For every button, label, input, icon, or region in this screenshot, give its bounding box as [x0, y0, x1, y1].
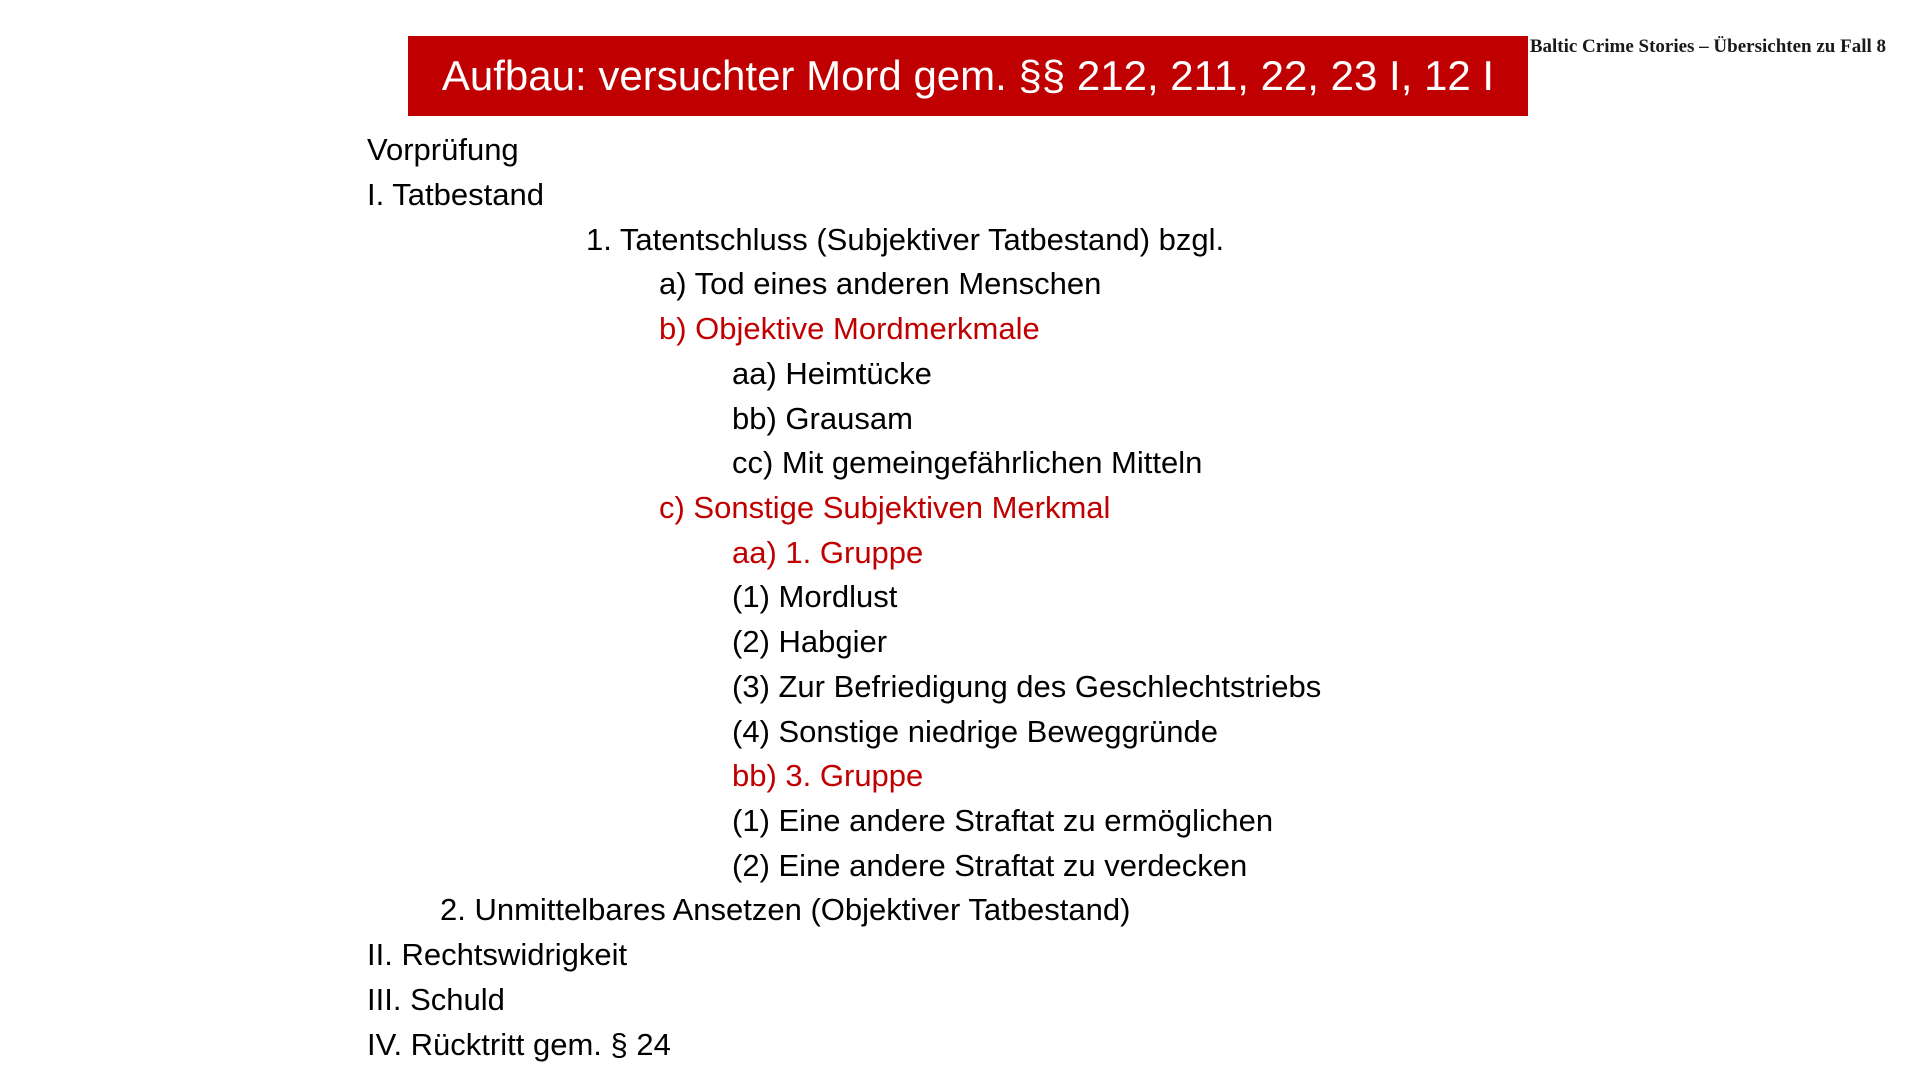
- outline-item-schuld: III. Schuld: [367, 982, 505, 1017]
- outline-item-straftat-ermoeglichen: (1) Eine andere Straftat zu ermöglichen: [732, 803, 1274, 838]
- outline-item-geschlechtstrieb: (3) Zur Befriedigung des Geschlechtstriebs: [732, 669, 1322, 704]
- outline-item-vorpruefung: Vorprüfung: [367, 132, 519, 167]
- outline-item-ruecktritt: IV. Rücktritt gem. § 24: [367, 1027, 671, 1062]
- outline-item-mordlust: (1) Mordlust: [732, 579, 898, 614]
- outline-item-heimtuecke: aa) Heimtücke: [732, 356, 932, 391]
- outline-item-straftat-verdecken: (2) Eine andere Straftat zu verdecken: [732, 848, 1248, 883]
- outline-item-rechtswidrigkeit: II. Rechtswidrigkeit: [367, 937, 628, 972]
- outline-item-objektive-mordmerkmale: b) Objektive Mordmerkmale: [659, 311, 1040, 346]
- outline-item-tatbestand: I. Tatbestand: [367, 177, 544, 212]
- outline-item-grausam: bb) Grausam: [732, 401, 913, 436]
- outline-item-niedrige-beweggruende: (4) Sonstige niedrige Beweggründe: [732, 714, 1218, 749]
- outline-item-unmittelbares-ansetzen: 2. Unmittelbares Ansetzen (Objektiver Tatbestand): [440, 892, 1131, 927]
- outline-item-tatentschluss: 1. Tatentschluss (Subjektiver Tatbestand) bzgl.: [586, 222, 1225, 257]
- outline-item-gruppe-3: bb) 3. Gruppe: [732, 758, 924, 793]
- outline-item-sonstige-subjektive: c) Sonstige Subjektiven Merkmal: [659, 490, 1111, 525]
- title-banner: [408, 36, 1528, 116]
- outline-item-habgier: (2) Habgier: [732, 624, 888, 659]
- outline-item-gruppe-1: aa) 1. Gruppe: [732, 535, 924, 570]
- outline-item-tod: a) Tod eines anderen Menschen: [659, 266, 1102, 301]
- page-title: Aufbau: versuchter Mord gem. §§ 212, 211, 22, 23 I, 12 I: [441, 52, 1495, 99]
- header-note: Baltic Crime Stories – Übersichten zu Fall 8: [1529, 36, 1886, 57]
- outline-item-gemeingefaehrlich: cc) Mit gemeingefährlichen Mitteln: [732, 445, 1203, 480]
